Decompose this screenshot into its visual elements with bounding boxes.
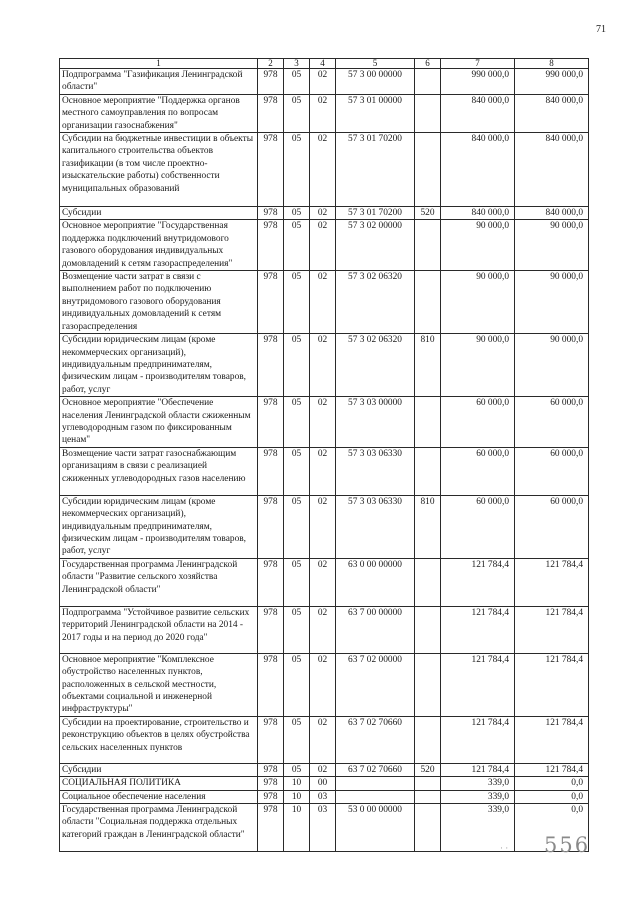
- col-header-7: 7: [441, 59, 515, 69]
- cell-amount-2018: 60 000,0: [441, 447, 515, 495]
- cell-subsection: 02: [310, 271, 336, 334]
- row-name: Субсидии на бюджетные инвестиции в объекты капитального строительства объектов газификации (в том числе проектно-изыскательские работы) собственности муниципальных образований: [60, 133, 258, 207]
- row-name: Возмещение части затрат газоснабжающим организациям в связи с реализацией сжиженных углеводородных газов населению: [60, 447, 258, 495]
- cell-target-article: 63 0 00 00000: [336, 558, 415, 606]
- col-header-4: 4: [310, 59, 336, 69]
- cell-expense-type: [415, 716, 441, 763]
- cell-subsection: 02: [310, 495, 336, 558]
- row-name: Основное мероприятие "Обеспечение населения Ленинградской области сжиженным углеводородным газом по фиксированным ценам": [60, 397, 258, 448]
- cell-section: 05: [284, 606, 310, 653]
- row-name: Субсидии юридическим лицам (кроме некоммерческих организаций), индивидуальным предпринимателям, физическим лицам - производителям товаров, работ, услуг: [60, 495, 258, 558]
- row-name: Подпрограмма "Газификация Ленинградской области": [60, 69, 258, 95]
- cell-amount-2019: 90 000,0: [515, 334, 589, 397]
- row-name: Основное мероприятие "Поддержка органов местного самоуправления по вопросам организации газоснабжения": [60, 94, 258, 132]
- cell-subsection: 00: [310, 777, 336, 790]
- table-row: [60, 447, 589, 495]
- cell-code-admin: 978: [258, 397, 284, 448]
- cell-target-article: 57 3 00 00000: [336, 69, 415, 95]
- cell-expense-type: 520: [415, 763, 441, 776]
- row-name: Субсидии юридическим лицам (кроме некоммерческих организаций), индивидуальным предпринимателям, физическим лицам - производителям товаров, работ, услуг: [60, 334, 258, 397]
- cell-section: 05: [284, 69, 310, 95]
- cell-target-article: 57 3 01 70200: [336, 133, 415, 207]
- cell-amount-2019: 121 784,4: [515, 558, 589, 606]
- cell-target-article: 57 3 02 06320: [336, 271, 415, 334]
- table-row: [60, 397, 589, 448]
- cell-subsection: 02: [310, 558, 336, 606]
- cell-amount-2019: 840 000,0: [515, 133, 589, 207]
- cell-amount-2018: 121 784,4: [441, 763, 515, 776]
- cell-target-article: 57 3 01 00000: [336, 94, 415, 132]
- cell-subsection: 02: [310, 207, 336, 220]
- cell-amount-2019: 121 784,4: [515, 606, 589, 653]
- table-row: [60, 271, 589, 334]
- col-header-1: 1: [60, 59, 258, 69]
- cell-subsection: 03: [310, 804, 336, 852]
- cell-amount-2018: 840 000,0: [441, 94, 515, 132]
- row-name: Основное мероприятие "Государственная поддержка подключений внутридомового газового оборудования индивидуальных домовладений к сетям газораспределения": [60, 220, 258, 271]
- cell-subsection: 02: [310, 606, 336, 653]
- cell-amount-2018: 90 000,0: [441, 220, 515, 271]
- cell-expense-type: [415, 777, 441, 790]
- row-name: Подпрограмма "Устойчивое развитие сельских территорий Ленинградской области на 2014 - 2017 годы и на период до 2020 года": [60, 606, 258, 653]
- cell-section: 10: [284, 777, 310, 790]
- cell-target-article: 63 7 02 00000: [336, 653, 415, 716]
- cell-amount-2019: 121 784,4: [515, 763, 589, 776]
- cell-subsection: 02: [310, 716, 336, 763]
- cell-section: 05: [284, 271, 310, 334]
- cell-subsection: 02: [310, 133, 336, 207]
- cell-expense-type: [415, 558, 441, 606]
- cell-amount-2018: 339,0: [441, 790, 515, 803]
- table-row: [60, 220, 589, 271]
- cell-expense-type: [415, 94, 441, 132]
- cell-target-article: 63 7 02 70660: [336, 716, 415, 763]
- row-name: СОЦИАЛЬНАЯ ПОЛИТИКА: [60, 777, 258, 790]
- cell-subsection: 03: [310, 790, 336, 803]
- cell-amount-2019: 60 000,0: [515, 447, 589, 495]
- cell-expense-type: [415, 804, 441, 852]
- cell-expense-type: [415, 606, 441, 653]
- cell-expense-type: [415, 133, 441, 207]
- cell-target-article: 53 0 00 00000: [336, 804, 415, 852]
- cell-amount-2018: 90 000,0: [441, 334, 515, 397]
- cell-section: 05: [284, 207, 310, 220]
- cell-target-article: 57 3 03 06330: [336, 447, 415, 495]
- table-row: [60, 495, 589, 558]
- budget-table: [59, 58, 589, 852]
- table-row: [60, 763, 589, 776]
- cell-code-admin: 978: [258, 495, 284, 558]
- cell-section: 05: [284, 334, 310, 397]
- col-header-5: 5: [336, 59, 415, 69]
- cell-subsection: 02: [310, 653, 336, 716]
- cell-amount-2019: 840 000,0: [515, 207, 589, 220]
- cell-expense-type: [415, 653, 441, 716]
- cell-amount-2018: 60 000,0: [441, 495, 515, 558]
- cell-subsection: 02: [310, 94, 336, 132]
- cell-code-admin: 978: [258, 69, 284, 95]
- cell-code-admin: 978: [258, 777, 284, 790]
- cell-subsection: 02: [310, 397, 336, 448]
- cell-subsection: 02: [310, 447, 336, 495]
- cell-amount-2018: 840 000,0: [441, 207, 515, 220]
- cell-section: 05: [284, 94, 310, 132]
- table-row: [60, 207, 589, 220]
- cell-expense-type: 810: [415, 334, 441, 397]
- cell-expense-type: 520: [415, 207, 441, 220]
- cell-expense-type: 810: [415, 495, 441, 558]
- cell-section: 10: [284, 804, 310, 852]
- table-row: [60, 790, 589, 803]
- scan-dots: · ·: [500, 843, 509, 853]
- cell-section: 05: [284, 653, 310, 716]
- cell-amount-2018: 339,0: [441, 804, 515, 852]
- cell-code-admin: 978: [258, 606, 284, 653]
- cell-target-article: [336, 777, 415, 790]
- page-stamp: 556: [544, 833, 591, 857]
- cell-code-admin: 978: [258, 133, 284, 207]
- cell-code-admin: 978: [258, 763, 284, 776]
- row-name: Субсидии: [60, 763, 258, 776]
- cell-amount-2018: 121 784,4: [441, 716, 515, 763]
- cell-amount-2019: 840 000,0: [515, 94, 589, 132]
- cell-expense-type: [415, 271, 441, 334]
- cell-code-admin: 978: [258, 271, 284, 334]
- cell-code-admin: 978: [258, 447, 284, 495]
- cell-amount-2019: 60 000,0: [515, 397, 589, 448]
- page-number: 71: [596, 24, 606, 35]
- cell-amount-2019: 0,0: [515, 804, 589, 852]
- cell-subsection: 02: [310, 69, 336, 95]
- cell-code-admin: 978: [258, 653, 284, 716]
- cell-amount-2018: 840 000,0: [441, 133, 515, 207]
- cell-target-article: 57 3 03 06330: [336, 495, 415, 558]
- cell-section: 05: [284, 716, 310, 763]
- cell-section: 10: [284, 790, 310, 803]
- cell-section: 05: [284, 447, 310, 495]
- row-name: Субсидии: [60, 207, 258, 220]
- cell-amount-2018: 990 000,0: [441, 69, 515, 95]
- cell-amount-2018: 60 000,0: [441, 397, 515, 448]
- cell-expense-type: [415, 790, 441, 803]
- cell-code-admin: 978: [258, 207, 284, 220]
- cell-target-article: [336, 790, 415, 803]
- cell-section: 05: [284, 558, 310, 606]
- cell-amount-2019: 90 000,0: [515, 220, 589, 271]
- table-row: [60, 777, 589, 790]
- cell-target-article: 57 3 02 00000: [336, 220, 415, 271]
- cell-section: 05: [284, 397, 310, 448]
- table-row: [60, 606, 589, 653]
- row-name: Государственная программа Ленинградской области "Социальная поддержка отдельных категорий граждан в Ленинградской области": [60, 804, 258, 852]
- row-name: Возмещение части затрат в связи с выполнением работ по подключению внутридомового газового оборудования индивидуальных домовладений к сетям газораспределения: [60, 271, 258, 334]
- cell-amount-2018: 121 784,4: [441, 558, 515, 606]
- row-name: Социальное обеспечение населения: [60, 790, 258, 803]
- cell-section: 05: [284, 763, 310, 776]
- cell-subsection: 02: [310, 334, 336, 397]
- cell-amount-2019: 90 000,0: [515, 271, 589, 334]
- cell-code-admin: 978: [258, 220, 284, 271]
- cell-subsection: 02: [310, 220, 336, 271]
- cell-amount-2018: 90 000,0: [441, 271, 515, 334]
- cell-expense-type: [415, 447, 441, 495]
- cell-code-admin: 978: [258, 716, 284, 763]
- cell-target-article: 57 3 02 06320: [336, 334, 415, 397]
- cell-target-article: 57 3 03 00000: [336, 397, 415, 448]
- cell-code-admin: 978: [258, 804, 284, 852]
- row-name: Субсидии на проектирование, строительство и реконструкцию объектов в целях обустройства сельских населенных пунктов: [60, 716, 258, 763]
- table-row: [60, 558, 589, 606]
- col-header-8: 8: [515, 59, 589, 69]
- cell-target-article: 63 7 00 00000: [336, 606, 415, 653]
- table-row: [60, 334, 589, 397]
- col-header-2: 2: [258, 59, 284, 69]
- cell-amount-2019: 121 784,4: [515, 653, 589, 716]
- cell-section: 05: [284, 220, 310, 271]
- row-name: Государственная программа Ленинградской области "Развитие сельского хозяйства Ленинградской области": [60, 558, 258, 606]
- cell-expense-type: [415, 397, 441, 448]
- table-row: [60, 94, 589, 132]
- table-header-row: [60, 59, 589, 69]
- cell-target-article: 57 3 01 70200: [336, 207, 415, 220]
- table-row: [60, 133, 589, 207]
- col-header-3: 3: [284, 59, 310, 69]
- cell-section: 05: [284, 133, 310, 207]
- cell-code-admin: 978: [258, 334, 284, 397]
- cell-amount-2019: 60 000,0: [515, 495, 589, 558]
- cell-expense-type: [415, 69, 441, 95]
- cell-amount-2018: 121 784,4: [441, 606, 515, 653]
- cell-code-admin: 978: [258, 790, 284, 803]
- table-row: [60, 804, 589, 852]
- cell-subsection: 02: [310, 763, 336, 776]
- cell-code-admin: 978: [258, 558, 284, 606]
- cell-amount-2018: 339,0: [441, 777, 515, 790]
- cell-amount-2019: 0,0: [515, 777, 589, 790]
- col-header-6: 6: [415, 59, 441, 69]
- cell-expense-type: [415, 220, 441, 271]
- table-row: [60, 69, 589, 95]
- cell-amount-2019: 990 000,0: [515, 69, 589, 95]
- table-row: [60, 653, 589, 716]
- cell-amount-2018: 121 784,4: [441, 653, 515, 716]
- cell-code-admin: 978: [258, 94, 284, 132]
- cell-amount-2019: 121 784,4: [515, 716, 589, 763]
- cell-target-article: 63 7 02 70660: [336, 763, 415, 776]
- cell-section: 05: [284, 495, 310, 558]
- table-row: [60, 716, 589, 763]
- row-name: Основное мероприятие "Комплексное обустройство населенных пунктов, расположенных в сельской местности, объектами социальной и инженерной инфраструктуры": [60, 653, 258, 716]
- cell-amount-2019: 0,0: [515, 790, 589, 803]
